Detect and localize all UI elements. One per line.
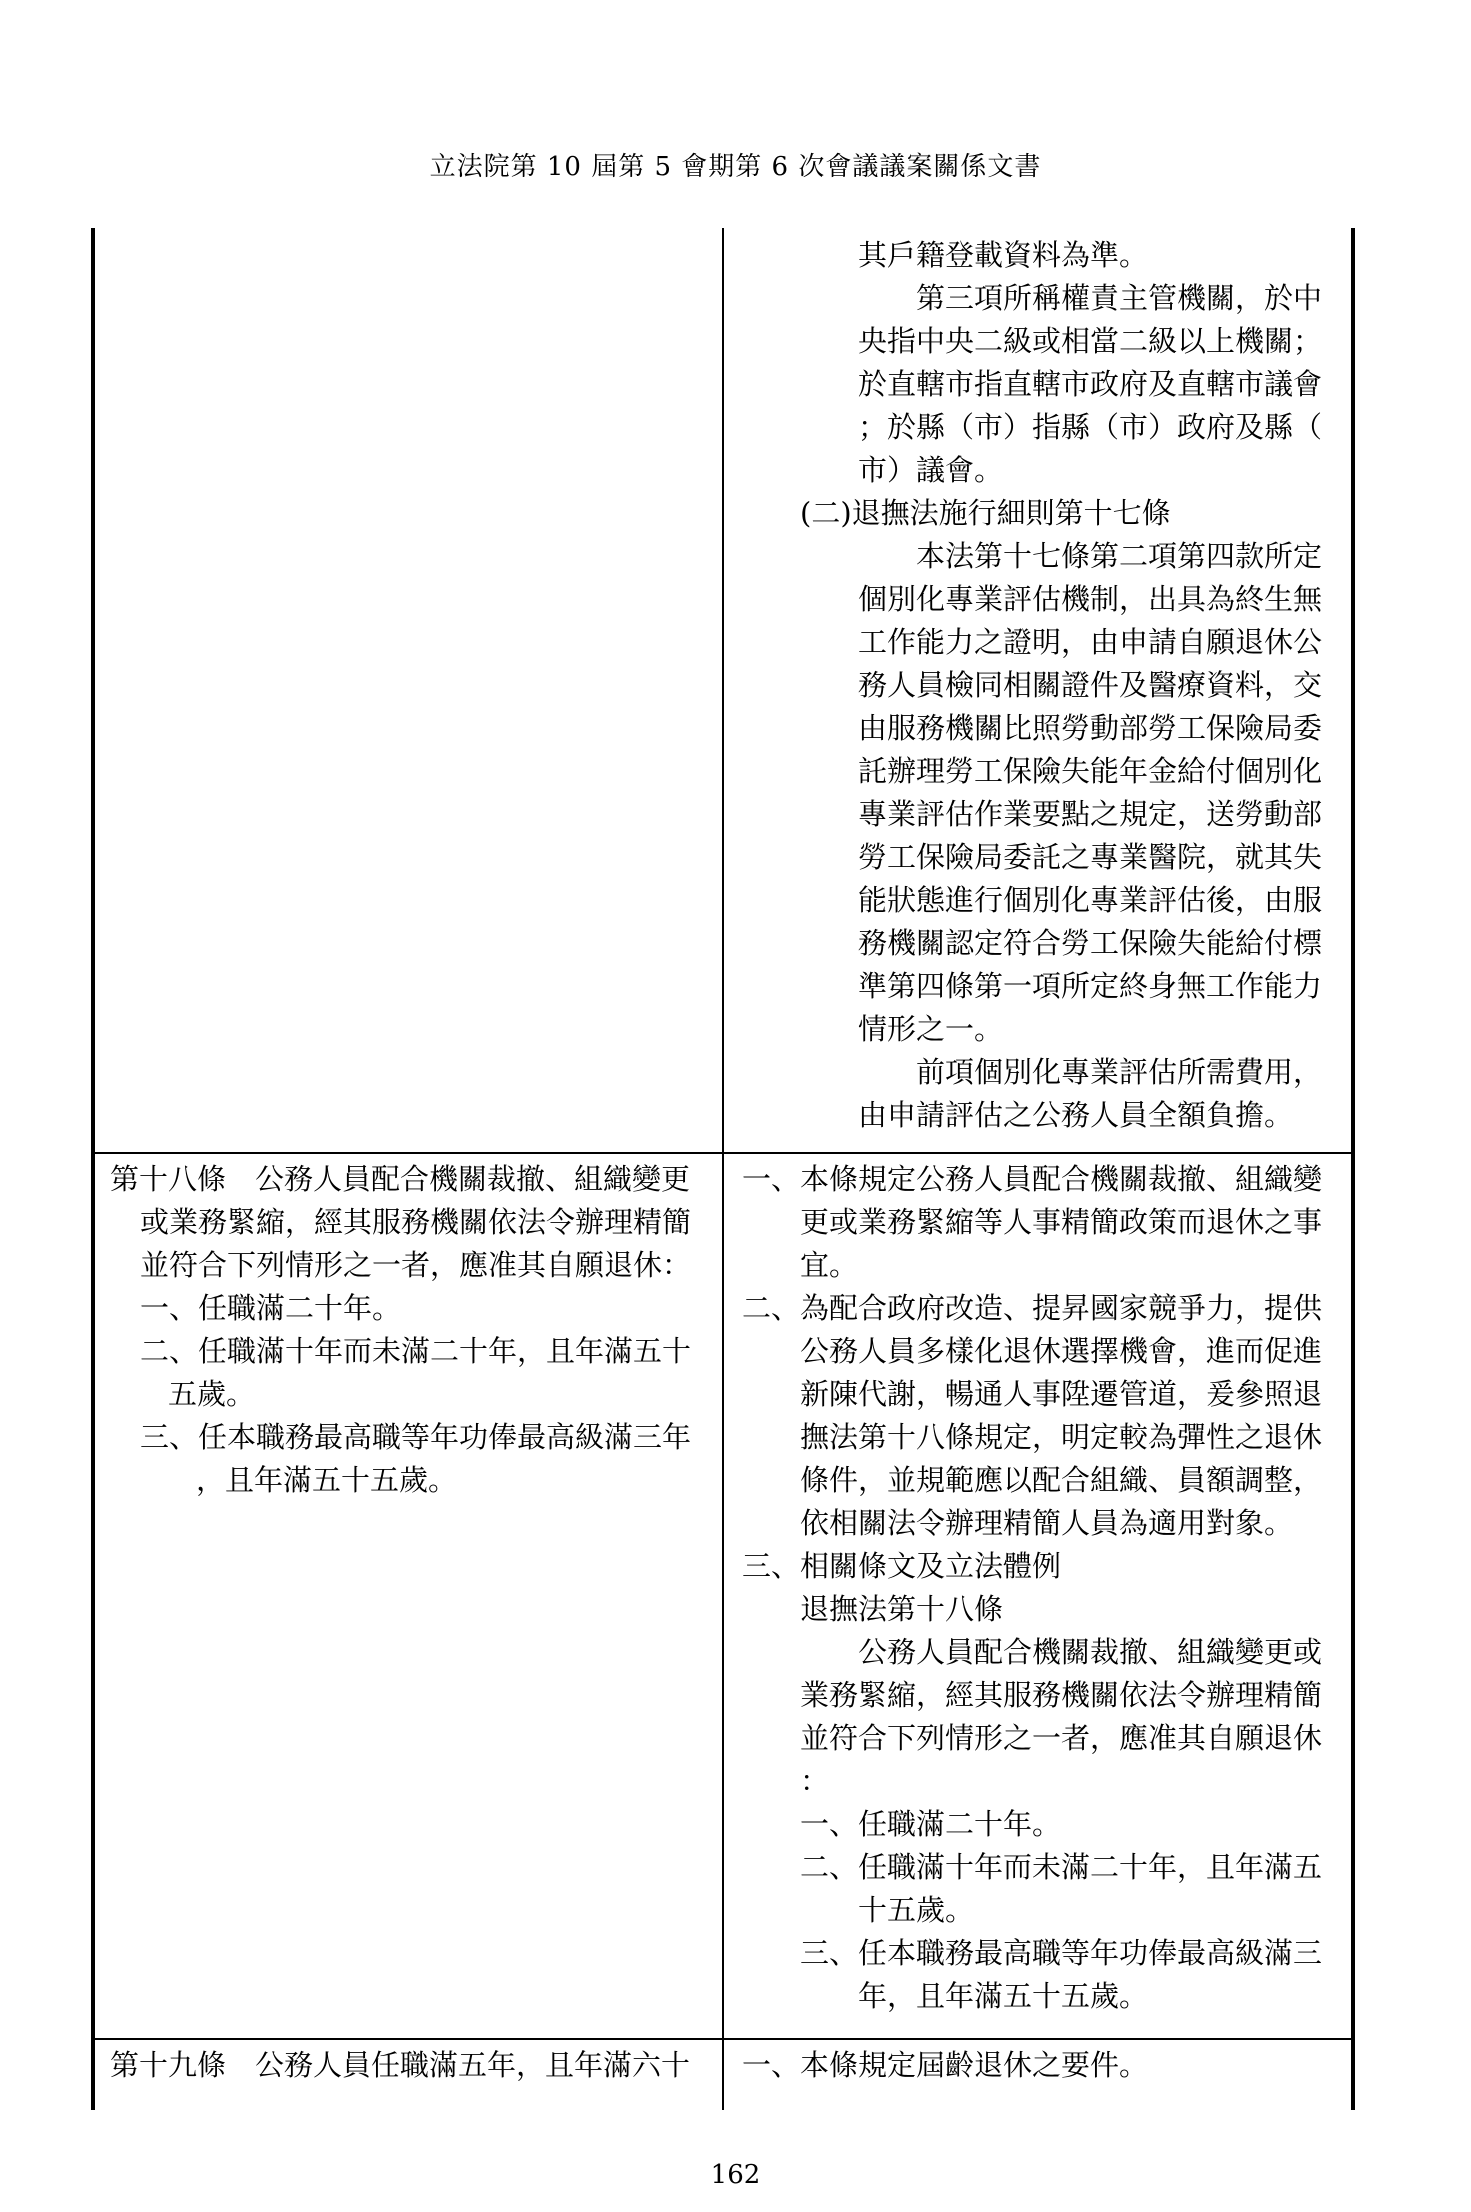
text-line: 專業評估作業要點之規定，送勞動部 [858, 797, 1323, 831]
text-line: 一、任職滿二十年。 [140, 1291, 402, 1325]
text-line: 勞工保險局委託之專業醫院，就其失 [858, 840, 1323, 874]
row-divider [91, 1152, 1355, 1154]
text-line: ；於縣（市）指縣（市）政府及縣（ [858, 410, 1323, 444]
text-line: 務機關認定符合勞工保險失能給付標 [858, 926, 1323, 960]
text-line: 並符合下列情形之一者，應准其自願退休： [140, 1248, 692, 1282]
text-line: 市）議會。 [858, 453, 1004, 487]
text-line: 二、任職滿十年而未滿二十年，且年滿五十 [140, 1334, 692, 1368]
page-header: 立法院第 10 屆第 5 會期第 6 次會議議案關係文書 [429, 152, 1042, 182]
row1-right-cell [730, 234, 1345, 1137]
text-line: 第三項所稱權責主管機關，於中 [858, 281, 1323, 315]
text-line: 託辦理勞工保險失能年金給付個別化 [858, 754, 1323, 788]
text-line: 依相關法令辦理精簡人員為適用對象。 [800, 1506, 1294, 1540]
page-number: 162 [710, 2160, 761, 2190]
text-line: 公務人員多樣化退休選擇機會，進而促進 [800, 1334, 1323, 1368]
row2-right-cell [730, 1158, 1345, 2018]
text-line: 本法第十七條第二項第四款所定 [858, 539, 1323, 573]
text-line: 或業務緊縮，經其服務機關依法令辦理精簡 [140, 1205, 692, 1239]
text-line: 由服務機關比照勞動部勞工保險局委 [858, 711, 1323, 745]
text-line: 三、相關條文及立法體例 [742, 1549, 1062, 1583]
text-line: 一、任職滿二十年。 [800, 1807, 1062, 1841]
text-line: 更或業務緊縮等人事精簡政策而退休之事 [800, 1205, 1323, 1239]
text-line: 央指中央二級或相當二級以上機關； [858, 324, 1323, 358]
text-line: 十五歲。 [858, 1893, 975, 1927]
row2-left-cell [100, 1158, 716, 1502]
row3-left-cell [100, 2044, 716, 2087]
article-heading-line: 第十八條 公務人員配合機關裁撤、組織變更 [110, 1162, 691, 1196]
text-line: ： [800, 1764, 830, 1798]
text-line: 個別化專業評估機制，出具為終生無 [858, 582, 1323, 616]
text-line: 宜。 [800, 1248, 859, 1282]
text-line: 由申請評估之公務人員全額負擔。 [858, 1098, 1294, 1132]
text-line: 前項個別化專業評估所需費用， [858, 1055, 1323, 1089]
text-line: 新陳代謝，暢通人事陞遷管道，爰參照退 [800, 1377, 1323, 1411]
text-line: 工作能力之證明，由申請自願退休公 [858, 625, 1323, 659]
text-line: 能狀態進行個別化專業評估後，由服 [858, 883, 1323, 917]
text-line: 退撫法第十八條 [800, 1592, 1004, 1626]
text-line: 三、任本職務最高職等年功俸最高級滿三年 [140, 1420, 692, 1454]
text-line: 業務緊縮，經其服務機關依法令辦理精簡 [800, 1678, 1323, 1712]
text-line: 公務人員配合機關裁撤、組織變更或 [800, 1635, 1323, 1669]
text-line: 二、任職滿十年而未滿二十年，且年滿五 [800, 1850, 1323, 1884]
text-line: 一、本條規定屆齡退休之要件。 [742, 2048, 1149, 2082]
text-line: (二)退撫法施行細則第十七條 [800, 496, 1171, 530]
article-heading-line: 第十九條 公務人員任職滿五年，且年滿六十 [110, 2048, 691, 2082]
text-line: 五歲。 [168, 1377, 256, 1411]
text-line: 於直轄市指直轄市政府及直轄市議會 [858, 367, 1323, 401]
text-line: ，且年滿五十五歲。 [196, 1463, 458, 1497]
text-line: 撫法第十八條規定，明定較為彈性之退休 [800, 1420, 1323, 1454]
text-line: 年，且年滿五十五歲。 [858, 1979, 1149, 2013]
text-line: 條件，並規範應以配合組織、員額調整， [800, 1463, 1323, 1497]
text-line: 其戶籍登載資料為準。 [858, 238, 1149, 272]
text-line: 務人員檢同相關證件及醫療資料，交 [858, 668, 1323, 702]
text-line: 三、任本職務最高職等年功俸最高級滿三 [800, 1936, 1323, 1970]
table-left-border [91, 228, 95, 2110]
text-line: 二、為配合政府改造、提昇國家競爭力，提供 [742, 1291, 1323, 1325]
text-line: 並符合下列情形之一者，應准其自願退休 [800, 1721, 1323, 1755]
text-line: 情形之一。 [858, 1012, 1004, 1046]
row-divider [91, 2038, 1355, 2040]
text-line: 一、本條規定公務人員配合機關裁撤、組織變 [742, 1162, 1323, 1196]
text-line: 準第四條第一項所定終身無工作能力 [858, 969, 1323, 1003]
row3-right-cell [730, 2044, 1345, 2087]
